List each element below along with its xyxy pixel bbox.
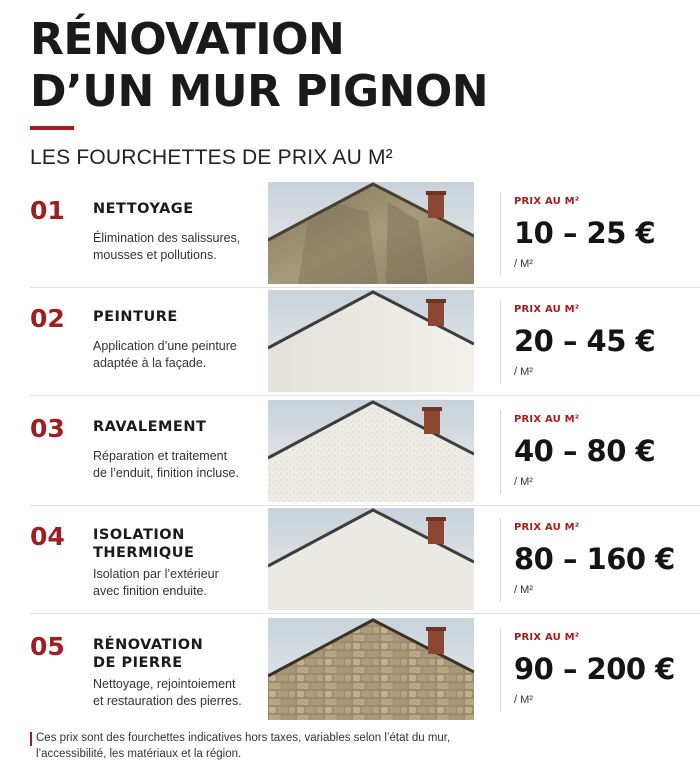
row-description [93, 230, 253, 264]
row-title-line: RÉNOVATION [93, 637, 204, 653]
row-title-line: ISOLATION [93, 527, 185, 543]
title-line-2: D’UN MUR PIGNON [30, 66, 489, 117]
row-number: 04 [30, 522, 65, 551]
row-description [93, 448, 253, 482]
row-divider [30, 505, 700, 506]
divider-line [500, 518, 501, 602]
row-title-line: RAVALEMENT [93, 419, 207, 435]
price-row-nettoyage [0, 182, 700, 286]
price-unit: / M² [514, 366, 533, 378]
row-description-line: Nettoyage, rejointoiement [93, 677, 236, 691]
dirty-stained-wall-image [268, 182, 474, 284]
row-description-line: Élimination des salissures, [93, 231, 241, 245]
row-description-line: de l’enduit, finition incluse. [93, 466, 239, 480]
price-value: 40 – 80 € [514, 434, 656, 468]
price-row-isolation-thermique [0, 508, 700, 612]
row-number: 05 [30, 632, 65, 661]
row-description-line: avec finition enduite. [93, 584, 207, 598]
price-label: PRIX AU M² [514, 522, 580, 533]
price-row-peinture [0, 290, 700, 394]
row-divider [30, 613, 700, 614]
price-unit: / M² [514, 258, 533, 270]
row-description-line: Réparation et traitement [93, 449, 228, 463]
row-title-line: PEINTURE [93, 309, 178, 325]
divider-line [500, 628, 501, 712]
row-description-line: mousses et pollutions. [93, 248, 217, 262]
row-title-line: THERMIQUE [93, 545, 195, 561]
price-unit: / M² [514, 584, 533, 596]
price-value: 10 – 25 € [514, 216, 656, 250]
price-value: 90 – 200 € [514, 652, 675, 686]
price-row-ravalement [0, 400, 700, 504]
price-label: PRIX AU M² [514, 632, 580, 643]
page-title [30, 14, 670, 118]
footnote-line: l’accessibilité, les matériaux et la région. [36, 748, 242, 760]
price-value: 20 – 45 € [514, 324, 656, 358]
price-unit: / M² [514, 476, 533, 488]
row-title [93, 418, 253, 436]
row-description-line: adaptée à la façade. [93, 356, 207, 370]
footnote-line: Ces prix sont des fourchettes indicatives hors taxes, variables selon l’état du mur, [36, 732, 451, 744]
title-line-1: RÉNOVATION [30, 14, 345, 65]
title-accent-bar [30, 126, 74, 130]
price-label: PRIX AU M² [514, 414, 580, 425]
row-title-line: DE PIERRE [93, 655, 183, 671]
row-title [93, 308, 253, 326]
row-divider [30, 395, 700, 396]
row-divider [30, 287, 700, 288]
row-number: 02 [30, 304, 65, 333]
price-label: PRIX AU M² [514, 304, 580, 315]
divider-line [500, 192, 501, 276]
row-description-line: Isolation par l’extérieur [93, 567, 219, 581]
row-number: 01 [30, 196, 65, 225]
price-row-renovation-pierre [0, 618, 700, 722]
footnote-accent-bar [30, 732, 32, 746]
row-title-line: NETTOYAGE [93, 201, 194, 217]
row-description-line: Application d’une peinture [93, 339, 237, 353]
row-description [93, 566, 253, 600]
rendered-textured-wall-image [268, 400, 474, 502]
page-subtitle: LES FOURCHETTES DE PRIX AU M² [30, 146, 393, 169]
painted-white-wall-image [268, 290, 474, 392]
price-value: 80 – 160 € [514, 542, 675, 576]
footnote [36, 730, 676, 762]
row-description-line: et restauration des pierres. [93, 694, 242, 708]
row-title [93, 526, 253, 562]
price-unit: / M² [514, 694, 533, 706]
divider-line [500, 410, 501, 494]
stone-wall-image [268, 618, 474, 720]
row-description [93, 338, 253, 372]
row-description [93, 676, 253, 710]
insulated-smooth-wall-image [268, 508, 474, 610]
row-number: 03 [30, 414, 65, 443]
price-label: PRIX AU M² [514, 196, 580, 207]
row-title [93, 636, 253, 672]
divider-line [500, 300, 501, 384]
row-title [93, 200, 253, 218]
